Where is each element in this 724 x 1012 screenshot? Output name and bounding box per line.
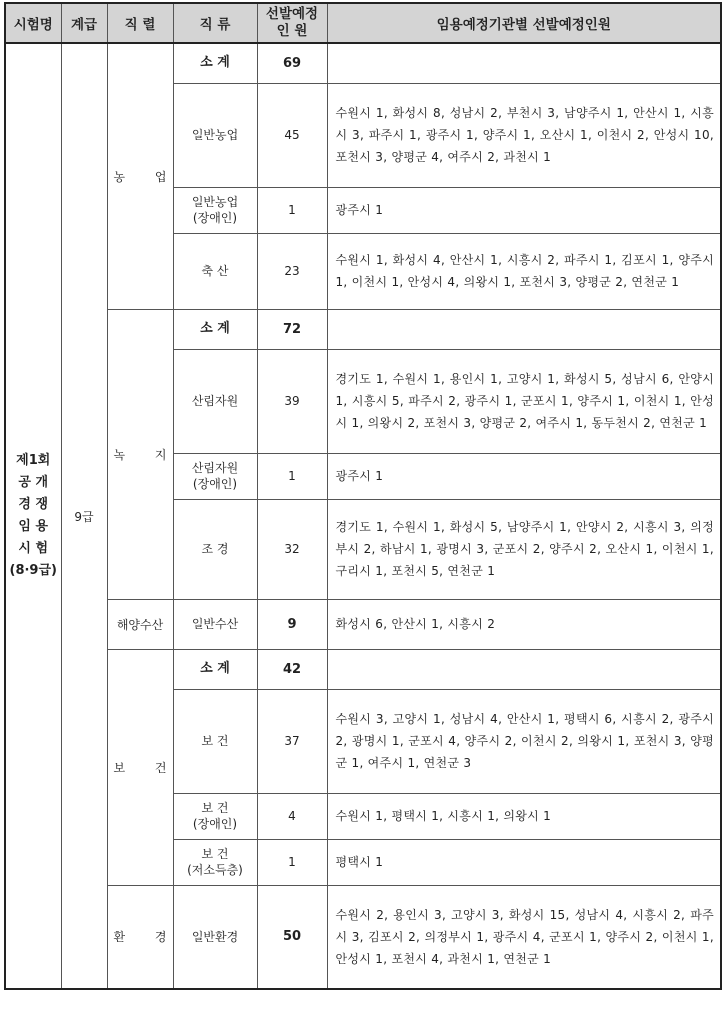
category-cell: 축 산 [173,233,257,309]
count-cell: 1 [257,453,327,499]
subtotal-count: 69 [257,43,327,83]
exam-line: 제1회 [16,453,51,468]
header-series [107,3,173,43]
grade-cell: 9급 [61,43,107,989]
exam-line: (8·9급) [9,563,57,578]
category-line: (장애인) [192,211,238,225]
header-series-label: 직 렬 [124,17,156,33]
category-line: (장애인) [192,817,238,831]
category-line: 보 건 [201,847,229,861]
agencies-cell: 수원시 1, 화성시 8, 성남시 2, 부천시 3, 남양주시 1, 안산시 1, 시흥시 3, 파주시 1, 광주시 1, 양주시 1, 오산시 1, 이천시 2, 안성시 10, 포천시 3, 양평군 4, 여주시 2, 과천시 1 [327,83,721,187]
series-fisheries: 해양수산 [107,599,173,649]
agencies-cell: 수원시 3, 고양시 1, 성남시 4, 안산시 1, 평택시 6, 시흥시 2, 광주시 2, 광명시 1, 군포시 4, 양주시 2, 이천시 2, 의왕시 1, 포천시 3, 양평군 1, 여주시 1, 연천군 3 [327,689,721,793]
category-line: 산림자원 [191,461,239,475]
agencies-cell: 평택시 1 [327,839,721,885]
table-row [5,885,721,989]
agencies-cell: 수원시 2, 용인시 3, 고양시 3, 화성시 15, 성남시 4, 시흥시 2, 파주시 3, 김포시 2, 의정부시 1, 광주시 4, 군포시 1, 양주시 2, 이천시 1, 안성시 1, 포천시 4, 과천시 1, 연천군 1 [327,885,721,989]
header-count-line1: 선발예정 [265,6,319,22]
table-row [5,599,721,649]
agencies-cell: 화성시 6, 안산시 1, 시흥시 2 [327,599,721,649]
subtotal-count: 42 [257,649,327,689]
count-cell: 4 [257,793,327,839]
table-row [5,43,721,83]
exam-line: 경 쟁 [18,497,49,512]
table-row [5,649,721,689]
agencies-cell: 수원시 1, 평택시 1, 시흥시 1, 의왕시 1 [327,793,721,839]
series-agriculture: 농 업 [107,43,173,309]
recruitment-table [4,2,722,990]
header-agencies: 임용예정기관별 선발예정인원 [327,3,721,43]
series-environment: 환 경 [107,885,173,989]
category-cell [173,453,257,499]
count-cell: 1 [257,839,327,885]
subtotal-label: 소 계 [173,43,257,83]
subtotal-agencies [327,309,721,349]
subtotal-count: 72 [257,309,327,349]
category-cell: 산림자원 [173,349,257,453]
header-category [173,3,257,43]
category-cell: 보 건 [173,689,257,793]
count-cell: 32 [257,499,327,599]
count-cell: 37 [257,689,327,793]
category-cell [173,187,257,233]
header-row [5,3,721,43]
category-cell: 일반환경 [173,885,257,989]
count-cell: 39 [257,349,327,453]
agencies-cell: 수원시 1, 화성시 4, 안산시 1, 시흥시 2, 파주시 1, 김포시 1, 양주시 1, 이천시 1, 안성시 4, 의왕시 1, 포천시 3, 양평군 2, 연천군 1 [327,233,721,309]
table-row [5,309,721,349]
agencies-cell: 광주시 1 [327,453,721,499]
exam-line: 시 험 [18,541,49,556]
category-cell [173,793,257,839]
header-exam: 시험명 [5,3,61,43]
series-health: 보 건 [107,649,173,885]
category-cell: 조 경 [173,499,257,599]
subtotal-label: 소 계 [173,649,257,689]
category-cell [173,839,257,885]
category-cell: 일반수산 [173,599,257,649]
subtotal-agencies [327,649,721,689]
agencies-cell: 광주시 1 [327,187,721,233]
category-cell: 일반농업 [173,83,257,187]
exam-line: 임 용 [18,519,49,534]
category-line: (장애인) [192,477,238,491]
category-line: (저소득층) [187,863,243,877]
subtotal-label: 소 계 [173,309,257,349]
category-line: 일반농업 [191,195,239,209]
count-cell: 50 [257,885,327,989]
count-cell: 1 [257,187,327,233]
count-cell: 9 [257,599,327,649]
header-count [257,3,327,43]
agencies-cell: 경기도 1, 수원시 1, 화성시 5, 남양주시 1, 안양시 2, 시흥시 3, 의정부시 2, 하남시 1, 광명시 3, 군포시 2, 양주시 2, 오산시 1, 이천시 1, 구리시 1, 포천시 5, 연천군 1 [327,499,721,599]
category-line: 보 건 [201,801,229,815]
count-cell: 45 [257,83,327,187]
subtotal-agencies [327,43,721,83]
exam-line: 공 개 [18,475,49,490]
count-cell: 23 [257,233,327,309]
header-category-label: 직 류 [199,17,231,33]
agencies-cell: 경기도 1, 수원시 1, 용인시 1, 고양시 1, 화성시 5, 성남시 6, 안양시 1, 시흥시 5, 파주시 2, 광주시 1, 군포시 1, 양주시 1, 이천시 1, 안성시 1, 의왕시 2, 포천시 3, 양평군 2, 여주시 1, 동두천시 2, 연천군 1 [327,349,721,453]
series-forestry: 녹 지 [107,309,173,599]
exam-name-cell [5,43,61,989]
header-count-line2: 인 원 [276,23,308,39]
header-grade: 계급 [61,3,107,43]
